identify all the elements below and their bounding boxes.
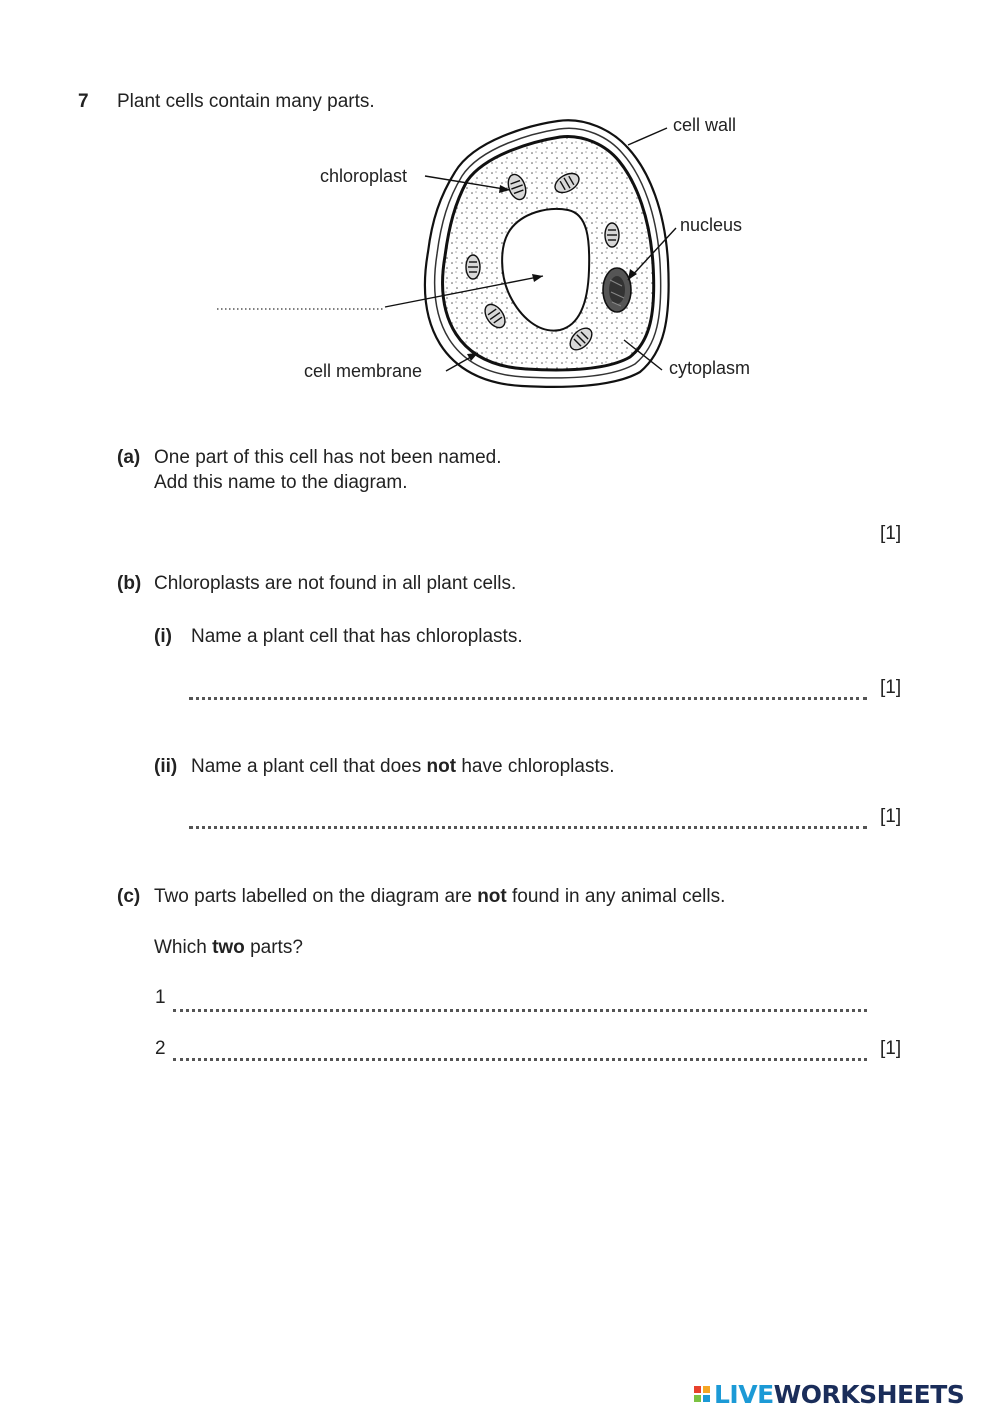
plant-cell-diagram bbox=[0, 0, 1000, 420]
part-b-i-answer-input[interactable] bbox=[189, 674, 867, 698]
part-c-answer1-input[interactable] bbox=[173, 986, 867, 1010]
label-chloroplast: chloroplast bbox=[320, 166, 408, 186]
part-a-line1: One part of this cell has not been named. bbox=[154, 447, 502, 468]
part-c-which-bold: two bbox=[212, 937, 245, 958]
part-b-ii-text-bold: not bbox=[426, 756, 457, 777]
label-nucleus: nucleus bbox=[680, 215, 743, 235]
part-b-i-tag: (i) bbox=[154, 626, 172, 647]
logo-grid-icon bbox=[694, 1386, 710, 1402]
logo-square bbox=[694, 1395, 701, 1402]
part-c-which-after: parts? bbox=[244, 937, 303, 958]
part-a-tag: (a) bbox=[117, 447, 141, 468]
logo-text bbox=[714, 1380, 964, 1409]
part-b-text: Chloroplasts are not found in all plant cells. bbox=[154, 573, 517, 594]
part-c-text-bold: not bbox=[477, 886, 507, 907]
part-a-marks: [1] bbox=[880, 523, 902, 544]
part-c-line1-number: 1 bbox=[155, 987, 166, 1008]
logo-square bbox=[703, 1395, 710, 1402]
part-c-which bbox=[154, 936, 303, 960]
label-cytoplasm: cytoplasm bbox=[669, 358, 751, 378]
part-c-which-before: Which bbox=[154, 937, 213, 958]
question-number: 7 bbox=[78, 91, 89, 112]
liveworksheets-logo[interactable] bbox=[694, 1376, 964, 1412]
logo-text-live: LIVE bbox=[714, 1379, 774, 1409]
logo-square bbox=[694, 1386, 701, 1393]
part-c-text-before: Two parts labelled on the diagram are bbox=[154, 886, 478, 907]
part-b-tag: (b) bbox=[117, 573, 142, 594]
part-c-text bbox=[154, 885, 725, 909]
logo-square bbox=[703, 1386, 710, 1393]
label-cell-wall: cell wall bbox=[673, 115, 737, 135]
part-c-marks: [1] bbox=[880, 1038, 902, 1059]
part-b-ii-answer-input[interactable] bbox=[189, 803, 867, 827]
part-c-text-after: found in any animal cells. bbox=[506, 886, 726, 907]
chloroplast bbox=[466, 255, 480, 279]
logo-text-worksheets: WORKSHEETS bbox=[773, 1379, 965, 1409]
part-b-ii-text-before: Name a plant cell that does bbox=[191, 756, 427, 777]
part-b-ii-marks: [1] bbox=[880, 806, 902, 827]
part-b-i-text: Name a plant cell that has chloroplasts. bbox=[191, 626, 523, 647]
chloroplast bbox=[605, 223, 619, 247]
part-b-i-marks: [1] bbox=[880, 677, 902, 698]
nucleus bbox=[603, 268, 631, 312]
part-a-line2: Add this name to the diagram. bbox=[154, 472, 408, 493]
part-b-ii-text-after: have chloroplasts. bbox=[456, 756, 615, 777]
part-c-answer2-input[interactable] bbox=[173, 1035, 867, 1059]
part-c-line2-number: 2 bbox=[155, 1038, 166, 1059]
part-b-ii-tag: (ii) bbox=[154, 756, 178, 777]
part-c-tag: (c) bbox=[117, 886, 141, 907]
question-intro: Plant cells contain many parts. bbox=[117, 91, 375, 112]
part-b-ii-text bbox=[191, 755, 615, 779]
unlabelled-part-input[interactable] bbox=[217, 283, 384, 307]
label-cell-membrane: cell membrane bbox=[304, 361, 423, 381]
